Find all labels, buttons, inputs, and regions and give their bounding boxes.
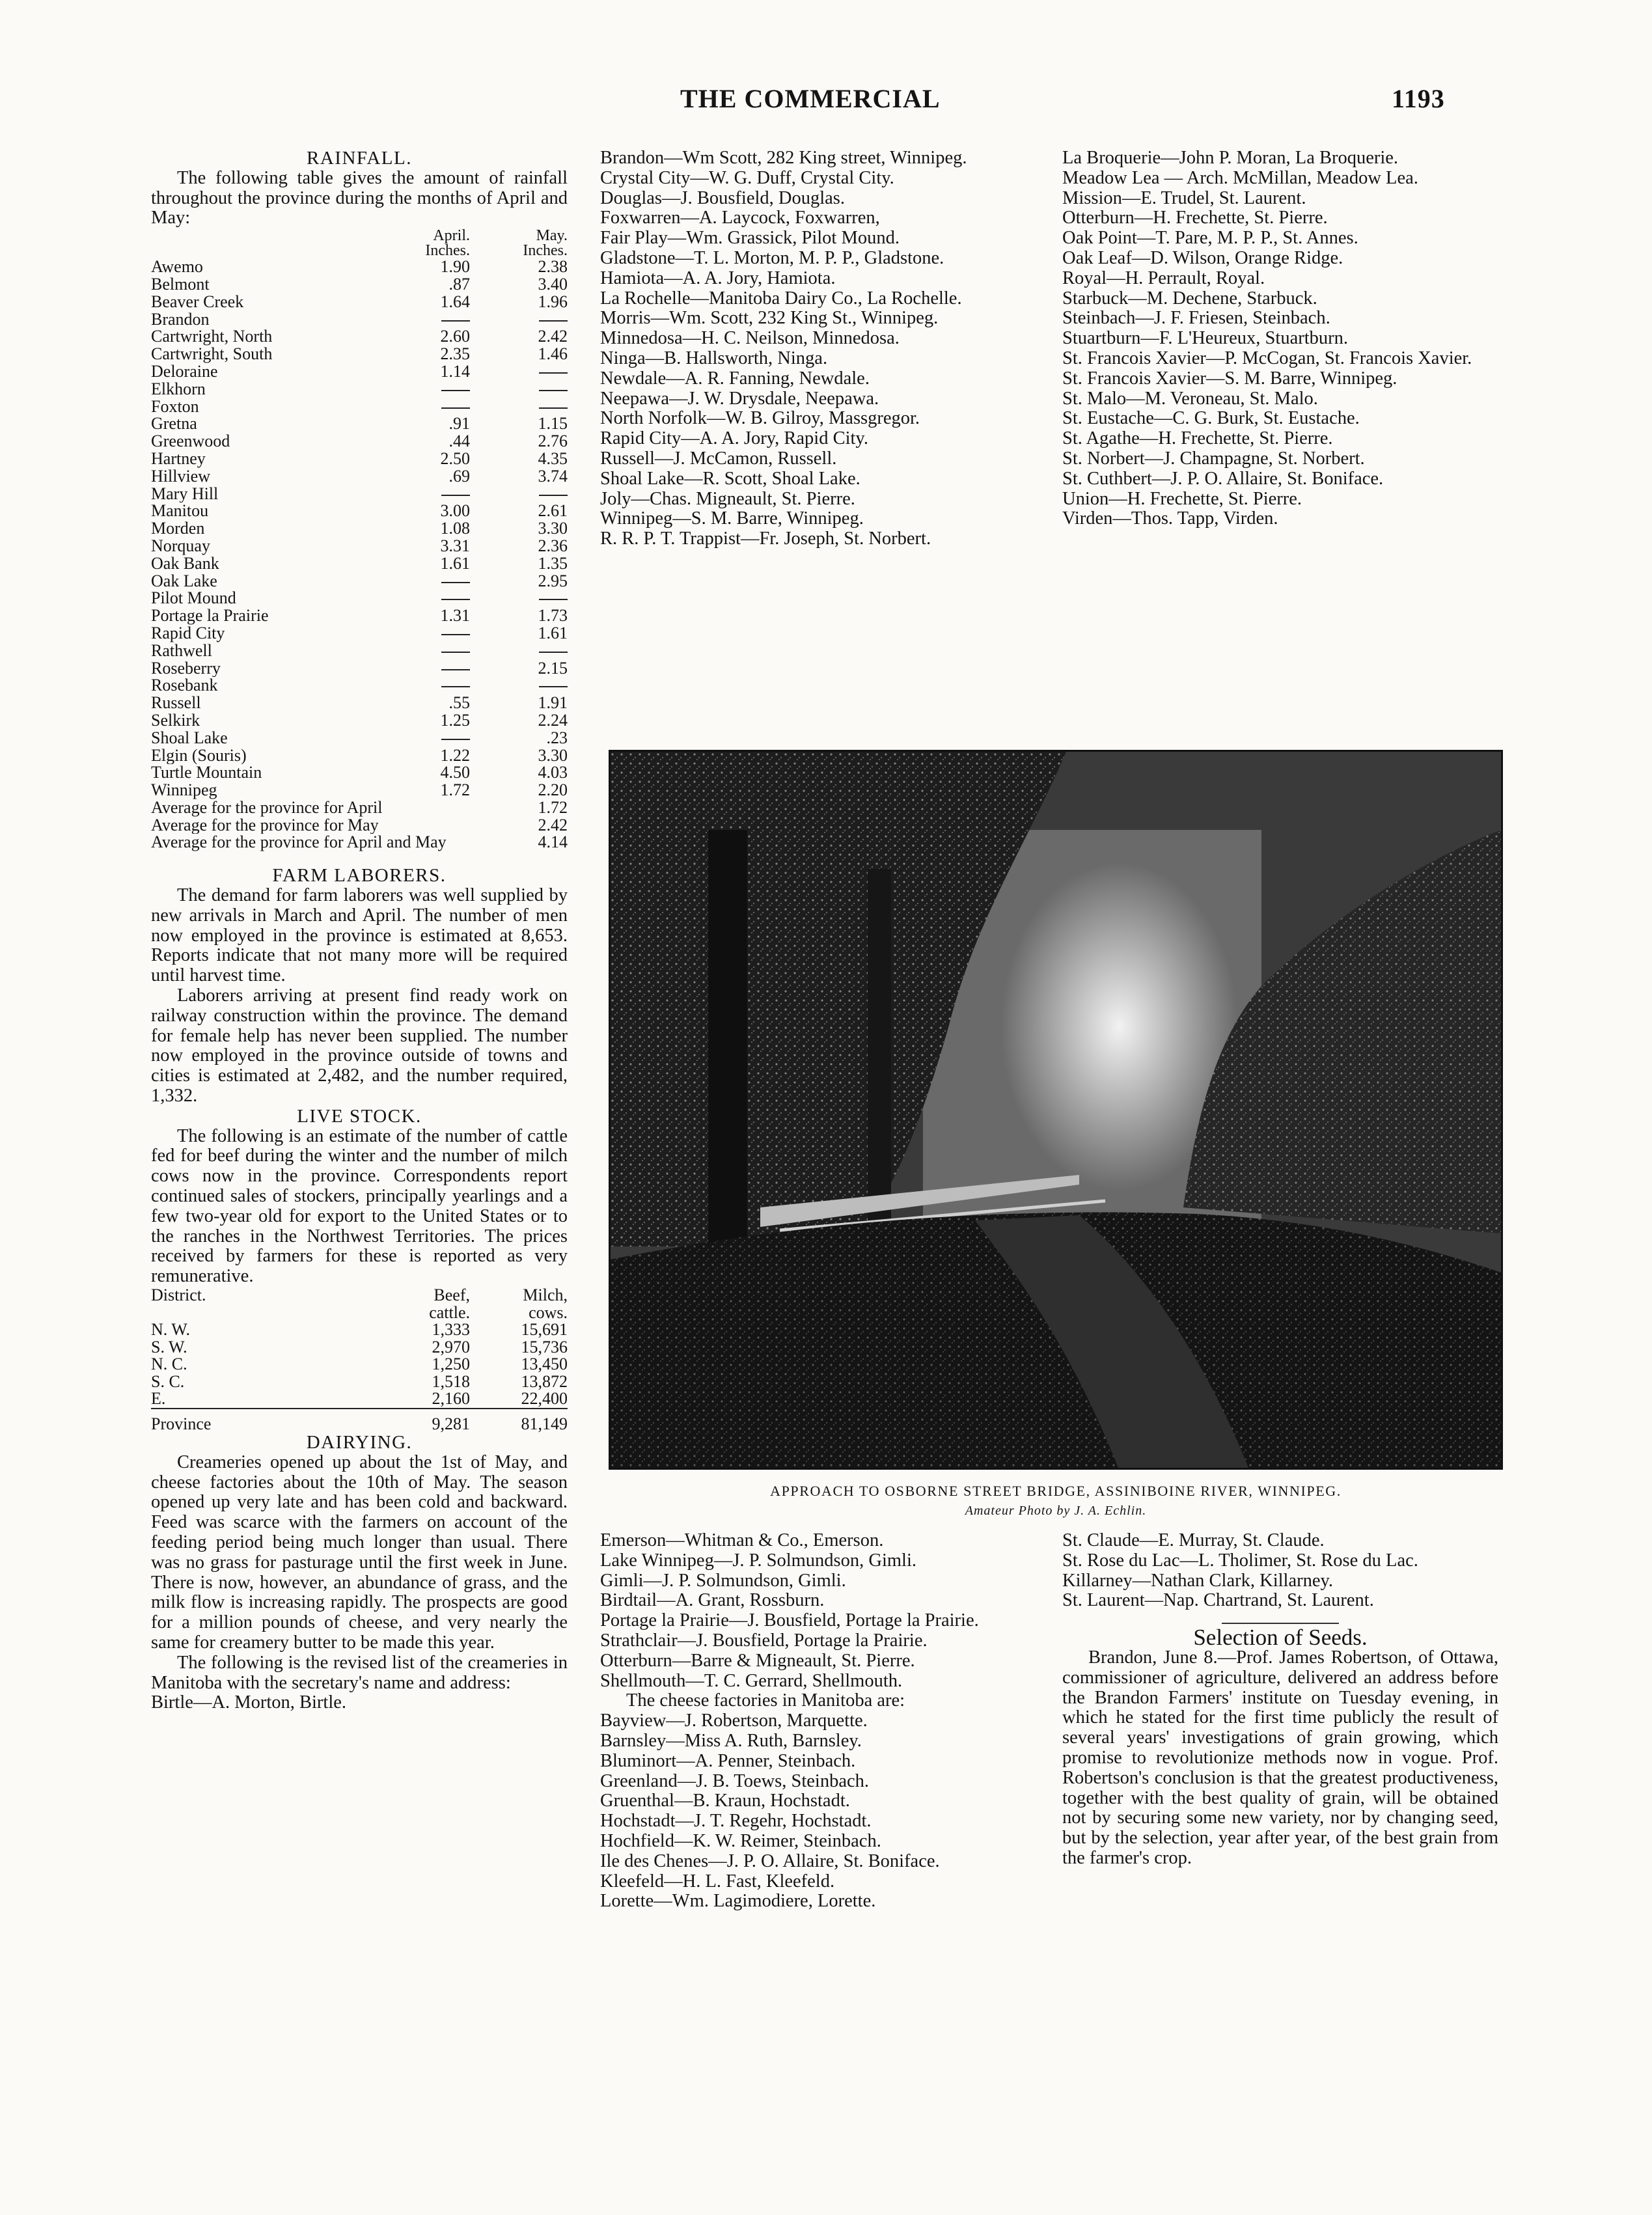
rainfall-row	[151, 782, 568, 799]
rainfall-station: Winnipeg	[151, 782, 217, 799]
live-stock-header	[151, 1287, 568, 1321]
rainfall-april: 3.31	[440, 536, 470, 555]
creamery-entry: North Norfolk—W. B. Gilroy, Massgregor.	[600, 408, 920, 429]
rainfall-station: Oak Lake	[151, 572, 217, 590]
rainfall-april: .55	[448, 693, 470, 713]
rainfall-row	[151, 590, 568, 607]
rainfall-row	[151, 381, 568, 398]
rainfall-may: 1.61	[538, 623, 568, 642]
column-middle-top	[600, 148, 1036, 549]
rainfall-station: Greenwood	[151, 433, 230, 450]
rainfall-row	[151, 660, 568, 678]
rainfall-row	[151, 695, 568, 712]
rainfall-station: Gretna	[151, 415, 197, 433]
rainfall-april: 3.00	[440, 501, 470, 521]
creamery-entry: Morris—Wm. Scott, 232 King St., Winnipeg.	[600, 308, 939, 329]
rainfall-may: 3.40	[538, 274, 568, 294]
creamery-entry: Joly—Chas. Migneault, St. Pierre.	[600, 488, 855, 509]
rainfall-may: 1.15	[538, 414, 568, 433]
district-name: S. W.	[151, 1337, 187, 1356]
cheese-factory-entry: Greenland—J. B. Toews, Steinbach.	[600, 1770, 870, 1791]
creamery-entry: Virden—Thos. Tapp, Virden.	[1062, 508, 1278, 529]
rainfall-may: 2.36	[538, 536, 568, 555]
district-name: E.	[151, 1389, 166, 1409]
creamery-entry: Crystal City—W. G. Duff, Crystal City.	[600, 167, 894, 188]
cheese-intro: The cheese factories in Manitoba are:	[626, 1690, 905, 1711]
rainfall-row	[151, 450, 568, 468]
rainfall-average-label: Average for the province for April and May	[151, 834, 447, 852]
rainfall-april: 2.35	[440, 344, 470, 364]
milch-cows: 22,400	[521, 1389, 568, 1409]
rainfall-station: Mary Hill	[151, 485, 219, 503]
rainfall-may	[470, 677, 568, 695]
rainfall-may: 2.15	[538, 658, 568, 678]
rainfall-row	[151, 311, 568, 329]
column-right-top	[1062, 148, 1498, 529]
rainfall-station: Beaver Creek	[151, 293, 244, 311]
live-stock-heading: LIVE STOCK.	[297, 1105, 422, 1127]
rainfall-may: 1.96	[538, 292, 568, 311]
creamery-entry: St. Francois Xavier—S. M. Barre, Winnipeg.	[1062, 368, 1397, 389]
col-milch-2: cows.	[529, 1302, 568, 1322]
page-header-title: THE COMMERCIAL	[680, 84, 941, 113]
rainfall-station: Cartwright, South	[151, 346, 273, 363]
creamery-entry: Minnedosa—H. C. Neilson, Minnedosa.	[600, 328, 900, 349]
rainfall-average-value: 4.14	[538, 832, 568, 852]
seeds-heading: Selection of Seeds.	[1193, 1625, 1368, 1651]
col-may-2: Inches.	[523, 242, 568, 260]
rainfall-april: 1.72	[440, 780, 470, 800]
rainfall-april: 1.31	[440, 606, 470, 626]
rainfall-row	[151, 468, 568, 486]
live-stock-p1: The following is an estimate of the number of cattle fed for beef during the winter and the number of milch cows now in the province. Correspondents report continued sales of stockers, principally yearlings and a few two-year old for export to the United States or to the ranches in the Northwest Territories. The prices received by farmers for these is reported as very remunerative.	[151, 1125, 568, 1287]
rainfall-row	[151, 363, 568, 381]
rainfall-april	[372, 677, 470, 695]
creamery-entry: Ninga—B. Hallsworth, Ninga.	[600, 348, 828, 368]
rainfall-table-header	[151, 228, 568, 258]
rainfall-row	[151, 346, 568, 363]
cheese-factory-entry: Gruenthal—B. Kraun, Hochstadt.	[600, 1791, 850, 1811]
creamery-entry: Shellmouth—T. C. Gerrard, Shellmouth.	[600, 1670, 903, 1691]
creamery-entry: Gladstone—T. L. Morton, M. P. P., Gladstone.	[600, 247, 944, 268]
rainfall-may: 3.74	[538, 466, 568, 486]
cheese-factory-entry: Lorette—Wm. Lagimodiere, Lorette.	[600, 1891, 876, 1912]
rainfall-station: Turtle Mountain	[151, 764, 262, 782]
live-stock-row	[151, 1339, 568, 1356]
col-april-1: April.	[433, 227, 470, 245]
creamery-entry: Portage la Prairie—J. Bousfield, Portage la Prairie.	[600, 1610, 979, 1631]
rainfall-station: Shoal Lake	[151, 729, 228, 747]
farm-laborers-p2: Laborers arriving at present find ready work on railway construction within the province. The demand for female help has never been supplied. The number now employed in the province outside of towns and cities is estimated at 2,482, and the number required, 1,332.	[151, 985, 568, 1107]
rainfall-may	[470, 590, 568, 607]
rainfall-april	[372, 381, 470, 398]
creamery-entry: Newdale—A. R. Fanning, Newdale.	[600, 368, 870, 389]
rainfall-april	[372, 660, 470, 678]
creamery-entry: Foxwarren—A. Laycock, Foxwarren,	[600, 208, 880, 228]
rainfall-may: 2.42	[538, 327, 568, 346]
live-stock-row	[151, 1321, 568, 1339]
creamery-entry: Strathclair—J. Bousfield, Portage la Prairie.	[600, 1630, 928, 1651]
rainfall-may: 1.73	[538, 606, 568, 626]
creamery-entry: St. Agathe—H. Frechette, St. Pierre.	[1062, 428, 1333, 449]
rainfall-april	[372, 398, 470, 416]
creamery-entry: Russell—J. McCamon, Russell.	[600, 448, 837, 469]
cheese-factory-entry: Bayview—J. Robertson, Marquette.	[600, 1711, 868, 1731]
live-stock-row	[151, 1373, 568, 1391]
creamery-entry: Union—H. Frechette, St. Pierre.	[1062, 488, 1302, 509]
rainfall-row	[151, 294, 568, 311]
photograph	[609, 750, 1503, 1470]
rainfall-may: 1.35	[538, 553, 568, 573]
rainfall-april: .69	[448, 466, 470, 486]
creamery-first: Birtle—A. Morton, Birtle.	[151, 1692, 347, 1713]
creamery-entry: Stuartburn—F. L'Heureux, Stuartburn.	[1062, 328, 1348, 349]
rainfall-row	[151, 677, 568, 695]
rainfall-may: 3.30	[538, 745, 568, 765]
rainfall-may: 2.76	[538, 432, 568, 451]
milch-cows: 13,872	[521, 1371, 568, 1391]
section-rule	[1222, 1623, 1339, 1624]
rainfall-may: 4.03	[538, 763, 568, 782]
rainfall-may: 3.30	[538, 519, 568, 538]
beef-cattle: 2,160	[432, 1389, 470, 1409]
creamery-entry: Steinbach—J. F. Friesen, Steinbach.	[1062, 308, 1330, 329]
rainfall-april: .91	[448, 414, 470, 433]
total-label: Province	[151, 1409, 372, 1433]
district-name: N. W.	[151, 1320, 190, 1340]
rainfall-station: Roseberry	[151, 659, 221, 678]
rainfall-row	[151, 486, 568, 503]
rainfall-may: 2.61	[538, 501, 568, 521]
rainfall-row	[151, 398, 568, 416]
creamery-entry: Gimli—J. P. Solmundson, Gimli.	[600, 1570, 846, 1591]
rainfall-april	[372, 625, 470, 642]
rainfall-row	[151, 328, 568, 346]
rainfall-station: Portage la Prairie	[151, 607, 269, 625]
rainfall-may: .23	[546, 728, 568, 747]
dairying-heading: DAIRYING.	[306, 1432, 413, 1453]
beef-cattle: 1,333	[432, 1320, 470, 1340]
rainfall-row	[151, 712, 568, 730]
rainfall-may: 2.95	[538, 571, 568, 590]
rainfall-april	[372, 642, 470, 660]
rainfall-station: Rathwell	[151, 642, 212, 660]
live-stock-row	[151, 1390, 568, 1409]
rainfall-may	[470, 398, 568, 416]
rainfall-row	[151, 520, 568, 538]
rainfall-station: Rapid City	[151, 624, 225, 642]
rainfall-average-row	[151, 817, 568, 834]
rainfall-may: 4.35	[538, 448, 568, 468]
milch-cows: 15,691	[521, 1320, 568, 1340]
rainfall-april	[372, 486, 470, 503]
col-beef-2: cattle.	[429, 1302, 470, 1322]
rainfall-station: Norquay	[151, 537, 210, 555]
rainfall-station: Foxton	[151, 398, 199, 416]
rainfall-row	[151, 625, 568, 642]
creamery-entry: Fair Play—Wm. Grassick, Pilot Mound.	[600, 228, 900, 249]
district-name: S. C.	[151, 1371, 185, 1391]
creamery-entry: Oak Leaf—D. Wilson, Orange Ridge.	[1062, 247, 1343, 268]
live-stock-total-row	[151, 1409, 568, 1433]
rainfall-row	[151, 433, 568, 450]
rainfall-may: 2.38	[538, 257, 568, 277]
rainfall-row	[151, 764, 568, 782]
rainfall-april: 1.22	[440, 745, 470, 765]
cheese-factory-entry: St. Rose du Lac—L. Tholimer, St. Rose du Lac.	[1062, 1550, 1418, 1571]
col-milch-1: Milch,	[523, 1286, 568, 1305]
cheese-factory-entry: St. Claude—E. Murray, St. Claude.	[1062, 1530, 1325, 1550]
cheese-factory-entry: Bluminort—A. Penner, Steinbach.	[600, 1750, 856, 1771]
rainfall-station: Cartwright, North	[151, 328, 273, 346]
rainfall-april: 1.25	[440, 710, 470, 730]
rainfall-station: Russell	[151, 695, 201, 712]
rainfall-row	[151, 502, 568, 520]
rainfall-average-row	[151, 799, 568, 817]
creamery-entry: Brandon—Wm Scott, 282 King street, Winnipeg.	[600, 148, 967, 168]
creamery-entry: Starbuck—M. Dechene, Starbuck.	[1062, 288, 1317, 309]
farm-laborers-p1: The demand for farm laborers was well supplied by new arrivals in March and April. The number of men now employed in the province is estimated at 8,653. Reports indicate that not many more will be required until harvest time.	[151, 885, 568, 986]
rainfall-station: Brandon	[151, 310, 210, 329]
rainfall-row	[151, 258, 568, 276]
rainfall-may: 2.20	[538, 780, 568, 800]
rainfall-heading: RAINFALL.	[307, 148, 412, 169]
rainfall-row	[151, 415, 568, 433]
column-middle-bottom	[600, 1531, 1036, 1912]
rainfall-station: Elkhorn	[151, 380, 206, 398]
cheese-factory-entry: Hochstadt—J. T. Regehr, Hochstadt.	[600, 1811, 872, 1832]
rainfall-row	[151, 538, 568, 555]
column-left	[151, 148, 568, 1713]
beef-cattle: 1,518	[432, 1371, 470, 1391]
rainfall-may	[470, 642, 568, 660]
cheese-factory-entry: Killarney—Nathan Clark, Killarney.	[1062, 1570, 1334, 1591]
rainfall-average-label: Average for the province for April	[151, 799, 383, 817]
creamery-entry: Neepawa—J. W. Drysdale, Neepawa.	[600, 388, 879, 409]
photo-image	[611, 752, 1501, 1468]
creamery-entry: Winnipeg—S. M. Barre, Winnipeg.	[600, 508, 864, 529]
cheese-factory-entry: Kleefeld—H. L. Fast, Kleefeld.	[600, 1871, 835, 1892]
photo-caption: APPROACH TO OSBORNE STREET BRIDGE, ASSINIBOINE RIVER, WINNIPEG.	[770, 1483, 1342, 1499]
rainfall-may	[470, 381, 568, 398]
col-may-1: May.	[536, 227, 568, 245]
district-name: N. C.	[151, 1355, 187, 1374]
cheese-factory-entry: Barnsley—Miss A. Ruth, Barnsley.	[600, 1730, 862, 1751]
creamery-entry: Otterburn—H. Frechette, St. Pierre.	[1062, 208, 1328, 228]
rainfall-april: 2.50	[440, 448, 470, 468]
rainfall-may: 1.46	[538, 344, 568, 364]
creamery-entry: Emerson—Whitman & Co., Emerson.	[600, 1530, 884, 1550]
rainfall-may	[470, 363, 568, 381]
creamery-entry: St. Eustache—C. G. Burk, St. Eustache.	[1062, 408, 1360, 429]
rainfall-april: 1.14	[440, 361, 470, 381]
farm-laborers-heading: FARM LABORERS.	[272, 865, 447, 887]
rainfall-may: 1.91	[538, 693, 568, 713]
creamery-entry: St. Cuthbert—J. P. O. Allaire, St. Boniface.	[1062, 468, 1384, 489]
cheese-factory-entry: Ile des Chenes—J. P. O. Allaire, St. Boniface.	[600, 1850, 940, 1871]
rainfall-row	[151, 642, 568, 660]
creamery-entry: Rapid City—A. A. Jory, Rapid City.	[600, 428, 868, 449]
creamery-entry: St. Norbert—J. Champagne, St. Norbert.	[1062, 448, 1365, 469]
rainfall-may	[470, 486, 568, 503]
column-right-bottom	[1062, 1531, 1498, 1869]
rainfall-station: Belmont	[151, 275, 210, 294]
rainfall-station: Manitou	[151, 502, 209, 521]
rainfall-april	[372, 730, 470, 747]
rainfall-average-value: 2.42	[538, 815, 568, 834]
live-stock-row	[151, 1356, 568, 1373]
creamery-entry: Lake Winnipeg—J. P. Solmundson, Gimli.	[600, 1550, 917, 1571]
creamery-entry: Oak Point—T. Pare, M. P. P., St. Annes.	[1062, 228, 1358, 249]
creamery-entry: St. Malo—M. Veroneau, St. Malo.	[1062, 388, 1318, 409]
rainfall-row	[151, 747, 568, 765]
rainfall-station: Awemo	[151, 258, 203, 276]
rainfall-station: Oak Bank	[151, 555, 219, 573]
rainfall-intro: The following table gives the amount of rainfall throughout the province during the months of April and May:	[151, 167, 568, 228]
rainfall-april: .87	[448, 274, 470, 294]
dairying-p2: The following is the revised list of the creameries in Manitoba with the secretary's name and address:	[151, 1652, 568, 1693]
creamery-entry: Meadow Lea — Arch. McMillan, Meadow Lea.	[1062, 167, 1418, 188]
rainfall-row	[151, 573, 568, 590]
creamery-entry: Hamiota—A. A. Jory, Hamiota.	[600, 268, 836, 288]
rainfall-station: Selkirk	[151, 711, 200, 730]
rainfall-april: 2.60	[440, 327, 470, 346]
creamery-entry: Birdtail—A. Grant, Rossburn.	[600, 1590, 825, 1611]
total-beef: 9,281	[372, 1409, 470, 1433]
rainfall-average-value: 1.72	[538, 797, 568, 817]
photo-credit: Amateur Photo by J. A. Echlin.	[965, 1504, 1147, 1518]
rainfall-average-label: Average for the province for May	[151, 816, 379, 834]
total-milch: 81,149	[470, 1409, 568, 1433]
rainfall-row	[151, 555, 568, 573]
creamery-entry: Otterburn—Barre & Migneault, St. Pierre.	[600, 1650, 915, 1671]
rainfall-april	[372, 590, 470, 607]
col-april-2: Inches.	[425, 242, 470, 260]
rainfall-april	[372, 573, 470, 590]
creamery-entry: La Rochelle—Manitoba Dairy Co., La Rochelle.	[600, 288, 962, 309]
rainfall-station: Deloraine	[151, 363, 218, 381]
rainfall-station: Elgin (Souris)	[151, 747, 247, 765]
rainfall-row	[151, 730, 568, 747]
milch-cows: 15,736	[521, 1337, 568, 1356]
rainfall-april: 1.08	[440, 519, 470, 538]
rainfall-station: Hillview	[151, 467, 210, 486]
milch-cows: 13,450	[521, 1355, 568, 1374]
beef-cattle: 1,250	[432, 1355, 470, 1374]
rainfall-row	[151, 607, 568, 625]
creamery-entry: Mission—E. Trudel, St. Laurent.	[1062, 187, 1306, 208]
creamery-entry: La Broquerie—John P. Moran, La Broquerie.	[1062, 148, 1399, 168]
rainfall-may	[470, 311, 568, 329]
rainfall-april: .44	[448, 432, 470, 451]
beef-cattle: 2,970	[432, 1337, 470, 1356]
rainfall-april: 1.90	[440, 257, 470, 277]
dairying-p1: Creameries opened up about the 1st of May, and cheese factories about the 10th of May. The season opened up very late and has been cold and backward. Feed was scarce with the farmers on account of the feeding period being much longer than usual. There was no grass for pasturage until the first week in June. There is now, however, an abundance of grass, and the milk flow is increasing rapidly. The prospects are good for a million pounds of cheese, and very nearly the same for creamery butter to be made this year.	[151, 1451, 568, 1653]
page-number: 1193	[1392, 84, 1445, 113]
rainfall-april	[372, 311, 470, 329]
creamery-entry: R. R. P. T. Trappist—Fr. Joseph, St. Norbert.	[600, 529, 931, 549]
cheese-factory-entry: St. Laurent—Nap. Chartrand, St. Laurent.	[1062, 1590, 1374, 1611]
creamery-entry: Royal—H. Perrault, Royal.	[1062, 268, 1265, 288]
rainfall-may: 2.24	[538, 710, 568, 730]
col-beef-1: Beef,	[434, 1286, 470, 1305]
creamery-entry: St. Francois Xavier—P. McCogan, St. Francois Xavier.	[1062, 348, 1472, 368]
rainfall-april: 1.61	[440, 553, 470, 573]
rainfall-station: Hartney	[151, 450, 206, 468]
cheese-factory-entry: Hochfield—K. W. Reimer, Steinbach.	[600, 1830, 881, 1851]
seeds-body: Brandon, June 8.—Prof. James Robertson, of Ottawa, commissioner of agriculture, delivered an address before the Brandon Farmers' institute on Tuesday evening, in which he stated for the first time publicly the result of several years' investigations of grain growing, which promise to revolutionize methods now in vogue. Prof. Robertson's conclusion is that the greatest productiveness, together with the best quality of grain, will be obtained not by securing some new variety, nor by changing seed, but by the selection, year after year, of the best grain from the farmer's crop.	[1062, 1647, 1498, 1868]
rainfall-station: Morden	[151, 520, 205, 538]
rainfall-april: 4.50	[440, 763, 470, 782]
rainfall-station: Pilot Mound	[151, 590, 236, 608]
col-district: District.	[151, 1286, 206, 1305]
live-stock-table	[151, 1287, 568, 1433]
rainfall-average-row	[151, 834, 568, 851]
rainfall-row	[151, 276, 568, 294]
rainfall-table	[151, 228, 568, 851]
rainfall-april: 1.64	[440, 292, 470, 311]
creamery-entry: Douglas—J. Bousfield, Douglas.	[600, 187, 846, 208]
creamery-entry: Shoal Lake—R. Scott, Shoal Lake.	[600, 468, 860, 489]
rainfall-station: Rosebank	[151, 677, 218, 695]
